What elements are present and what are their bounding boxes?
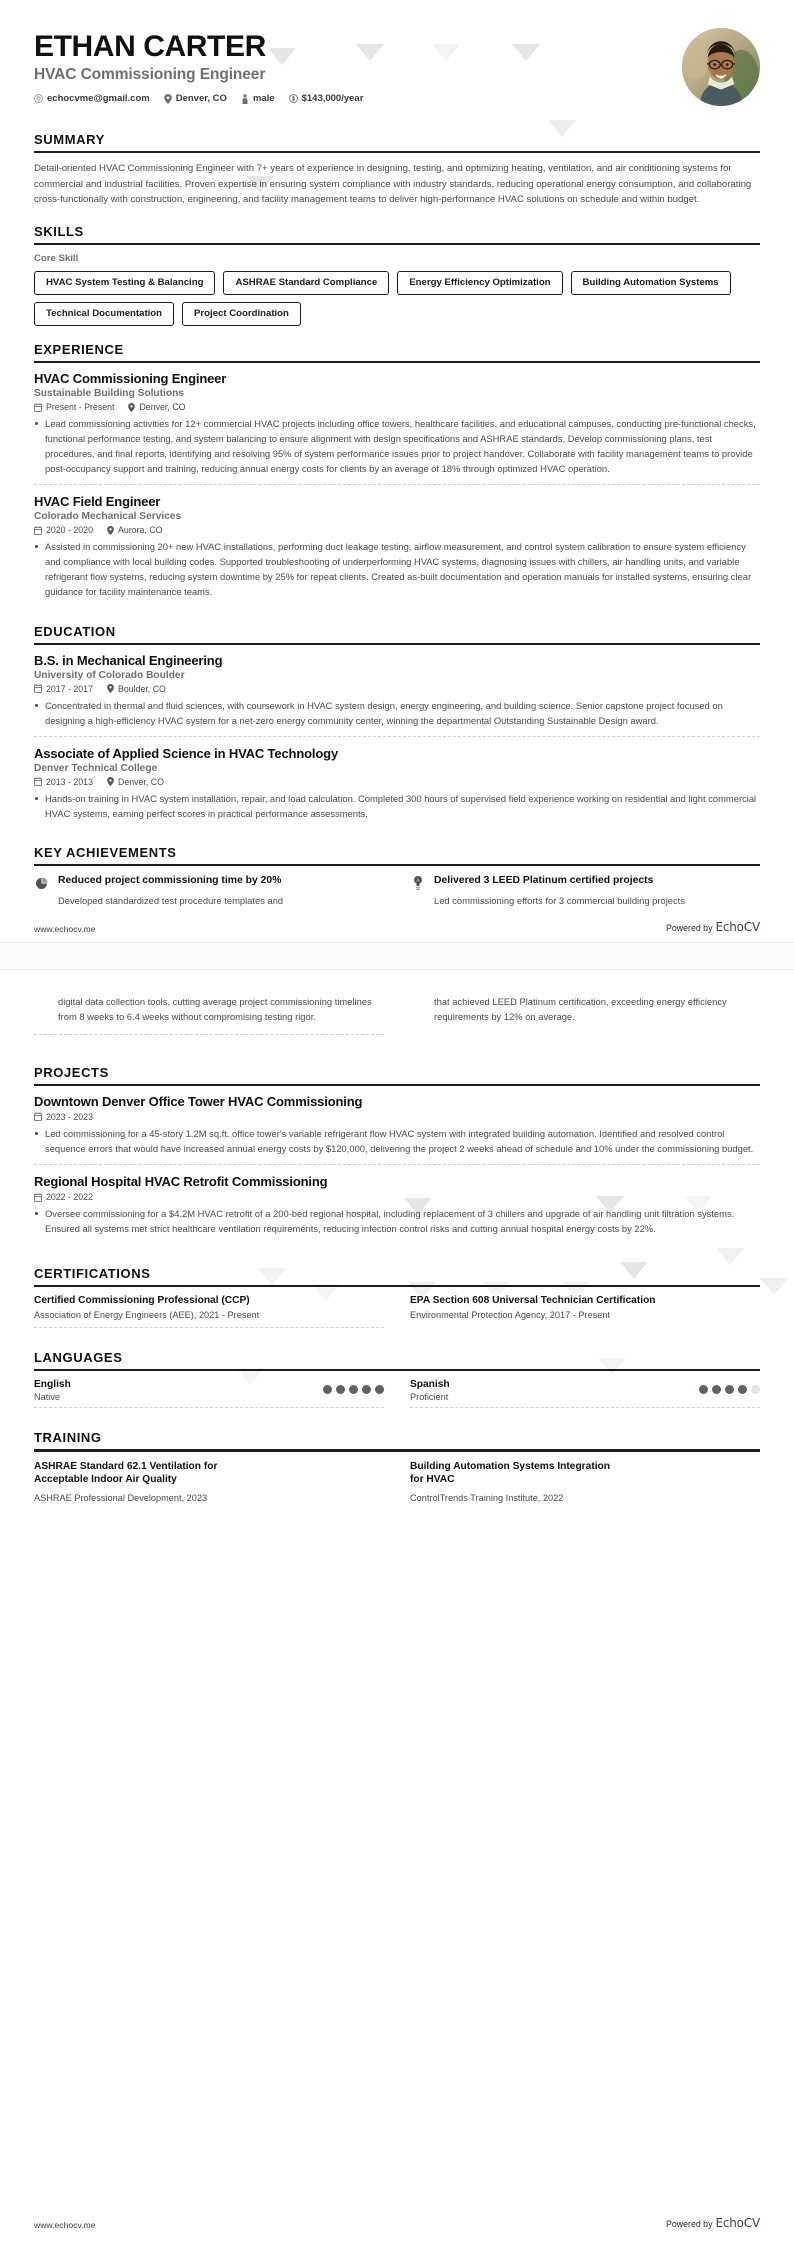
bullet-item: Lead commissioning activities for 12+ commercial HVAC projects including office towers, healthcare facilities, and educational campuses, conducting pre-functional checks, functional performance testing, and system balancing to ensure alignment with design specifications and ASHRAE standards. Develop commissioning plans, test procedures, and final reports, identifying and resolving 95% of system performance issues prior to project handover. Collaborate with facility management teams to provide post-occupancy support and training, reducing annual energy costs for clients by an average of 18% through optimized HVAC operation. [34, 416, 760, 476]
page-break-gap [0, 942, 794, 970]
training-provider: ASHRAE Professional Development, 2023 [34, 1493, 208, 1504]
section-divider [34, 151, 760, 153]
experience-dates-text: 2020 - 2020 [46, 525, 93, 536]
certification-item [410, 1295, 760, 1328]
key-achievement-text-block [58, 874, 283, 908]
location-pin-icon [107, 684, 114, 693]
section-languages [34, 1350, 760, 1408]
language-text-block [410, 1379, 450, 1402]
experience-entry [34, 484, 760, 607]
key-achievement-title: Reduced project commissioning time by 20% [58, 875, 282, 887]
proficiency-dot-filled [362, 1385, 371, 1394]
key-achievement-continued-item [34, 994, 384, 1035]
powered-by-label: Powered by [666, 922, 713, 933]
certification-name: EPA Section 608 Universal Technician Certification [410, 1295, 656, 1307]
language-name: English [34, 1379, 71, 1391]
education-dates [34, 777, 93, 787]
svg-text:A: A [416, 877, 419, 883]
key-achievement-item [410, 874, 760, 908]
section-title-skills: SKILLS [34, 223, 84, 239]
education-dates [34, 684, 93, 694]
key-achievement-desc-continued: digital data collection tools, cutting average project commissioning timelines from 8 weeks to 6.4 weeks without compromising testing rigor. [58, 995, 372, 1022]
project-bullets [34, 1126, 760, 1156]
calendar-icon [34, 684, 42, 693]
education-dates-text: 2013 - 2013 [46, 776, 93, 787]
education-degree: B.S. in Mechanical Engineering [34, 652, 223, 668]
job-title: HVAC Commissioning Engineer [34, 66, 266, 83]
experience-location-text: Aurora, CO [117, 525, 163, 536]
training-item [410, 1460, 760, 1504]
project-name: Downtown Denver Office Tower HVAC Commissioning [34, 1093, 363, 1109]
award-medal-icon [410, 875, 425, 892]
skill-chip: HVAC System Testing & Balancing [34, 271, 215, 295]
section-title-languages: LANGUAGES [34, 1350, 123, 1366]
experience-dates [34, 402, 114, 412]
certification-issuer: Association of Energy Engineers (AEE), 2021 - Present [34, 1310, 260, 1321]
experience-location-text: Denver, CO [139, 402, 186, 413]
summary-text: Detail-oriented HVAC Commissioning Engineer with 7+ years of experience in designing, testing, and optimizing heating, ventilation, and air conditioning systems for commercial and industrial facilities. Proven expertise in ensuring system compliance with industry standards, reducing operational energy consumption, and collaborating cross-functionally with construction, engineering, and facility management teams to deliver high-performance HVAC solutions on schedule and within budget. [34, 163, 752, 206]
section-title-projects: PROJECTS [34, 1064, 109, 1080]
footer-brand [666, 2216, 760, 2230]
section-divider [34, 864, 760, 866]
key-achievements-grid [34, 874, 760, 908]
experience-location [107, 525, 163, 535]
calendar-icon [34, 1193, 42, 1202]
section-title-experience: EXPERIENCE [34, 341, 124, 357]
project-meta [34, 1192, 760, 1202]
avatar-photo [682, 28, 760, 106]
avatar [682, 28, 760, 106]
bullet-item: Concentrated in thermal and fluid sciences, with coursework in HVAC system design, energy engineering, and building science. Senior capstone project focused on designing a high-efficiency HVAC system for a net-zero energy community center, winning the departmental Outstanding Sustainable Design award. [34, 698, 760, 728]
experience-entry [34, 371, 760, 484]
section-divider [34, 243, 760, 245]
proficiency-dot-filled [738, 1385, 747, 1394]
section-experience [34, 342, 760, 608]
skill-chip: Project Coordination [182, 302, 301, 326]
skill-chip: Energy Efficiency Optimization [397, 271, 562, 295]
training-item [34, 1460, 384, 1504]
person-icon [241, 94, 249, 104]
section-education [34, 624, 760, 829]
calendar-icon [34, 777, 42, 786]
training-grid [34, 1460, 760, 1504]
bullet-item: Oversee commissioning for a $4.2M HVAC retrofit of a 200-bed regional hospital, including replacement of 3 chillers and upgrade of air handling unit filtration systems. Ensured all systems met strict healthcare ventilation requirements, reducing infection control risks and cutting annual hospital energy costs by 22%. [34, 1206, 760, 1236]
experience-meta [34, 402, 760, 412]
proficiency-dot-filled [712, 1385, 721, 1394]
page-footer-1 [34, 908, 760, 942]
proficiency-dot-filled [725, 1385, 734, 1394]
contact-gender-text: male [252, 93, 275, 104]
proficiency-dot-filled [375, 1385, 384, 1394]
location-pin-icon [107, 777, 114, 786]
powered-by-label: Powered by [666, 2219, 713, 2229]
proficiency-dot-filled [349, 1385, 358, 1394]
skill-group-label: Core Skill [34, 252, 79, 264]
education-school: Denver Technical College [34, 762, 158, 774]
proficiency-dot-filled [323, 1385, 332, 1394]
project-dates [34, 1192, 93, 1202]
page-title: ETHAN CARTER [34, 30, 266, 63]
section-divider [34, 1084, 760, 1086]
contact-salary [289, 93, 364, 104]
footer-brand [666, 920, 760, 934]
education-dates-text: 2017 - 2017 [46, 683, 93, 694]
key-achievements-continued [34, 970, 760, 1035]
location-pin-icon [128, 403, 135, 412]
project-entry [34, 1094, 760, 1164]
contact-email [34, 93, 150, 104]
skill-chip: Technical Documentation [34, 302, 174, 326]
proficiency-dot-filled [699, 1385, 708, 1394]
key-achievement-continued-item [410, 994, 760, 1035]
section-divider [34, 643, 760, 645]
key-achievement-title: Delivered 3 LEED Platinum certified projects [434, 875, 654, 887]
language-proficiency-dots [699, 1379, 760, 1394]
education-meta [34, 777, 760, 787]
skill-chip: Building Automation Systems [571, 271, 731, 295]
experience-dates [34, 525, 93, 535]
section-title-key-achievements: KEY ACHIEVEMENTS [34, 844, 177, 860]
experience-dates-text: Present - Present [46, 402, 115, 413]
contact-salary-text: $143,000/year [301, 93, 364, 104]
section-projects [34, 1065, 760, 1244]
proficiency-dot-filled [336, 1385, 345, 1394]
key-achievement-desc: Led commissioning efforts for 3 commercial building projects [434, 894, 685, 906]
bullet-item: Hands-on training in HVAC system installation, repair, and load calculation. Completed 300 hours of supervised field experience working on residential and light commercial HVAC systems, earning perfect scores in practical performance assessments. [34, 791, 760, 821]
bullet-item: Led commissioning for a 45-story 1.2M sq.ft. office tower's variable refrigerant flow HVAC system with integrated building automation. Identified and resolved control sequence errors that would have increased annual energy costs by $120,000, delivering the project 2 weeks ahead of schedule and 10% under the commissioning budget. [34, 1126, 760, 1156]
page-footer-2 [34, 2216, 760, 2230]
proficiency-dot-empty [751, 1385, 760, 1394]
footer-website[interactable]: www.echocv.me [34, 923, 96, 934]
language-level: Proficient [410, 1392, 449, 1403]
footer-website[interactable]: www.echocv.me [34, 2220, 96, 2230]
training-name: ASHRAE Standard 62.1 Ventilation for Acceptable Indoor Air Quality [34, 1460, 218, 1486]
location-pin-icon [107, 526, 114, 535]
languages-grid [34, 1379, 760, 1408]
project-dates [34, 1112, 93, 1122]
brand-name: EchoCV [715, 919, 760, 934]
section-divider [34, 1285, 760, 1287]
contact-email-text: echocvme@gmail.com [47, 93, 150, 104]
email-icon [34, 94, 43, 103]
language-name: Spanish [410, 1379, 450, 1391]
section-title-training: TRAINING [34, 1430, 102, 1446]
project-dates-text: 2022 - 2022 [46, 1192, 93, 1202]
section-key-achievements [34, 845, 760, 908]
contact-location [164, 93, 227, 104]
location-pin-icon [164, 94, 172, 104]
education-location [107, 777, 164, 787]
experience-bullets [34, 416, 760, 476]
experience-meta [34, 525, 760, 535]
section-title-education: EDUCATION [34, 623, 116, 639]
certification-name: Certified Commissioning Professional (CCP) [34, 1295, 250, 1307]
resume-header [34, 0, 760, 116]
language-level: Native [34, 1392, 61, 1403]
experience-location [128, 402, 185, 412]
calendar-icon [34, 1112, 42, 1121]
project-name: Regional Hospital HVAC Retrofit Commissioning [34, 1174, 328, 1189]
section-summary [34, 132, 760, 208]
skill-chip: ASHRAE Standard Compliance [223, 271, 389, 295]
section-divider [34, 1449, 760, 1451]
training-name: Building Automation Systems Integration for HVAC [410, 1460, 610, 1486]
section-certifications [34, 1266, 760, 1328]
brand-name: EchoCV [715, 2216, 760, 2230]
key-achievement-desc-continued: that achieved LEED Platinum certification, exceeding energy efficiency requirements by 12% on average. [434, 995, 727, 1022]
key-achievement-text-block [434, 874, 685, 908]
section-training [34, 1430, 760, 1503]
certification-item [34, 1295, 384, 1328]
education-bullets [34, 698, 760, 728]
section-divider [34, 1369, 760, 1371]
contact-gender [241, 93, 275, 104]
education-meta [34, 684, 760, 694]
bullet-item: Assisted in commissioning 20+ new HVAC installations, performing duct leakage testing, airflow measurement, and control system calibration to ensure system efficiency and compliance with local building codes. Supported troubleshooting of underperforming HVAC systems, diagnosing issues with chillers, air handling units, and variable refrigerant flow systems, reducing system downtime by 25% for repeat clients. Created as-built documentation and operation manuals for installed systems, ensuring clear guidance for facility maintenance teams. [34, 539, 760, 599]
section-divider [34, 361, 760, 363]
language-proficiency-dots [323, 1379, 384, 1394]
salary-icon [289, 94, 298, 103]
language-text-block [34, 1379, 71, 1402]
project-entry [34, 1164, 760, 1244]
education-bullets [34, 791, 760, 821]
training-provider: ControlTrends Training Institute, 2022 [410, 1493, 564, 1504]
calendar-icon [34, 403, 42, 412]
education-entry [34, 736, 760, 829]
education-location-text: Boulder, CO [117, 683, 166, 694]
certifications-grid [34, 1295, 760, 1328]
education-entry [34, 653, 760, 736]
header-text-block [34, 26, 363, 104]
section-title-certifications: CERTIFICATIONS [34, 1266, 151, 1282]
contact-location-text: Denver, CO [175, 93, 227, 104]
education-location-text: Denver, CO [117, 776, 164, 787]
key-achievement-item [34, 874, 384, 908]
education-degree: Associate of Applied Science in HVAC Technology [34, 745, 339, 761]
pie-chart-icon [34, 875, 49, 892]
language-item [34, 1379, 384, 1408]
skill-chip-list [34, 271, 760, 326]
calendar-icon [34, 526, 42, 535]
education-location [107, 684, 166, 694]
experience-company: Sustainable Building Solutions [34, 388, 184, 400]
project-bullets [34, 1206, 760, 1236]
experience-role: HVAC Commissioning Engineer [34, 371, 227, 387]
section-title-summary: SUMMARY [34, 132, 105, 147]
project-meta [34, 1112, 760, 1122]
certification-issuer: Environmental Protection Agency, 2017 - Present [410, 1310, 611, 1321]
project-dates-text: 2023 - 2023 [46, 1111, 93, 1122]
contact-row [34, 93, 363, 104]
experience-role: HVAC Field Engineer [34, 494, 161, 510]
key-achievement-desc: Developed standardized test procedure templates and [58, 894, 284, 906]
education-school: University of Colorado Boulder [34, 669, 185, 681]
experience-bullets [34, 539, 760, 599]
language-item [410, 1379, 760, 1408]
section-skills [34, 224, 760, 326]
experience-company: Colorado Mechanical Services [34, 511, 182, 523]
